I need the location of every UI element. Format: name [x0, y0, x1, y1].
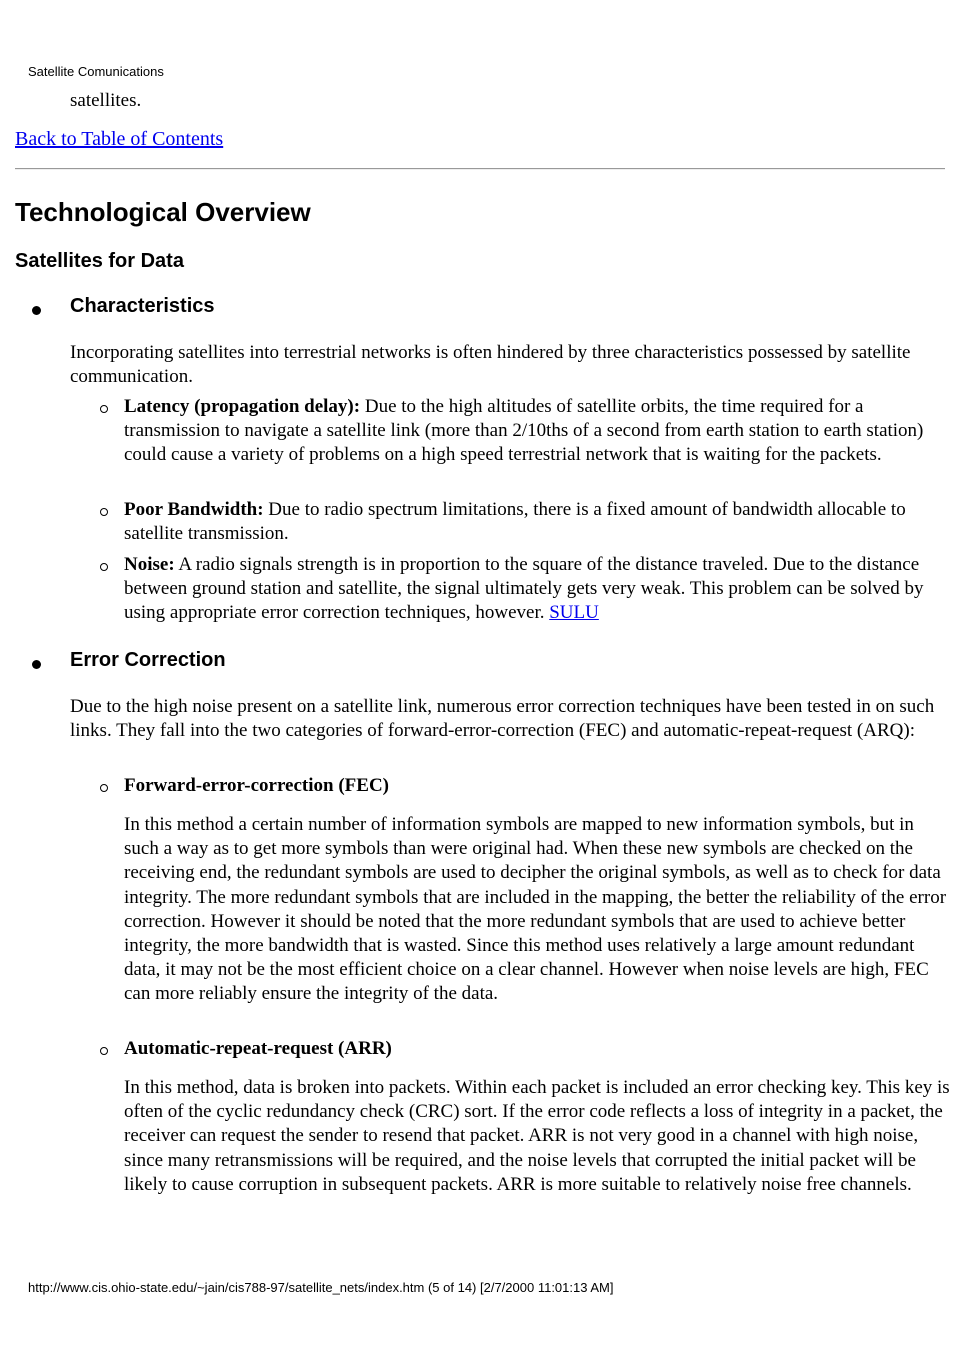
section-title: Technological Overview [15, 197, 311, 227]
list-item-latency [124, 395, 950, 468]
horizontal-rule [15, 168, 945, 170]
back-to-toc-link[interactable]: Back to Table of Contents [15, 128, 224, 150]
page-footer-url: http://www.cis.ohio-state.edu/~jain/cis788-97/satellite_nets/index.htm (5 of 14) [2/7/2000 11:01:13 AM] [28, 1280, 614, 1295]
list-item-noise [124, 553, 950, 626]
item-text: A radio signals strength is in proportion to the square of the distance traveled. Due to the distance between ground station and satellite, the signal ultimately gets very weak. This problem can be solved by using appropriate error correction techniques, however. [124, 554, 924, 624]
item-term: Poor Bandwidth: [124, 499, 264, 520]
arr-description: In this method, data is broken into packets. Within each packet is included an error checking key. This key is often of the cyclic redundancy check (CRC) sort. If the error code reflects a loss of integrity in a packet, the receiver can request the sender to resend that packet. ARR is not very good in a channel with high noise, since many retransmissions will be required, and the noise levels that corrupted the initial packet will be likely to cause corruption in subsequent packets. ARR is more suitable to relatively noise free channels. [124, 1077, 950, 1195]
item-text: Due to the high altitudes of satellite orbits, the time required for a transmission to navigate a satellite link (more than 2/10ths of a second from earth station to earth station) could cause a variety of problems on a high speed terrestrial network that is waiting for the packets. [124, 396, 924, 466]
running-header: Satellite Comunications [28, 64, 164, 79]
error-correction-intro: Due to the high noise present on a satellite link, numerous error correction techniques have been tested in on such links. They fall into the two categories of forward-error-correction (FEC) and automatic-repeat-request (ARQ): [70, 696, 935, 742]
error-correction-heading: Error Correction [70, 649, 226, 671]
list-item-bandwidth [124, 498, 950, 546]
bullet-circle-icon [100, 508, 108, 516]
section-subtitle: Satellites for Data [15, 250, 184, 272]
bullet-circle-icon [100, 563, 108, 571]
item-text: Due to radio spectrum limitations, there is a fixed amount of bandwidth allocable to satellite transmission. [124, 499, 906, 545]
bullet-disc-icon [32, 660, 41, 669]
fec-description: In this method a certain number of information symbols are mapped to new information symbols, but in such a way as to get more symbols than were original had. When these new symbols are checked on the receiving end, the redundant symbols are used to decipher the original symbols, as well as to check for data integrity. The more redundant symbols that are included in the mapping, the better the reliability of the error correction. However it should be noted that the more redundant symbols that are used to achieve better integrity, the more bandwidth that is wasted. Since this method uses relatively a large amount redundant data, it may not be the most efficient choice on a clear channel. However when noise levels are high, FEC can more reliably ensure the integrity of the data. [124, 814, 947, 1005]
arr-heading: Automatic-repeat-request (ARR) [124, 1038, 392, 1059]
characteristics-heading: Characteristics [70, 295, 215, 317]
continued-text: satellites. [70, 90, 142, 111]
bullet-disc-icon [32, 306, 41, 315]
bullet-circle-icon [100, 784, 108, 792]
fec-heading: Forward-error-correction (FEC) [124, 775, 389, 796]
sulu-link[interactable]: SULU [549, 602, 599, 624]
bullet-circle-icon [100, 1047, 108, 1055]
bullet-circle-icon [100, 405, 108, 413]
item-term: Noise: [124, 554, 175, 575]
item-term: Latency (propagation delay): [124, 396, 361, 417]
characteristics-intro: Incorporating satellites into terrestrial networks is often hindered by three characteristics possessed by satellite communication. [70, 342, 911, 388]
